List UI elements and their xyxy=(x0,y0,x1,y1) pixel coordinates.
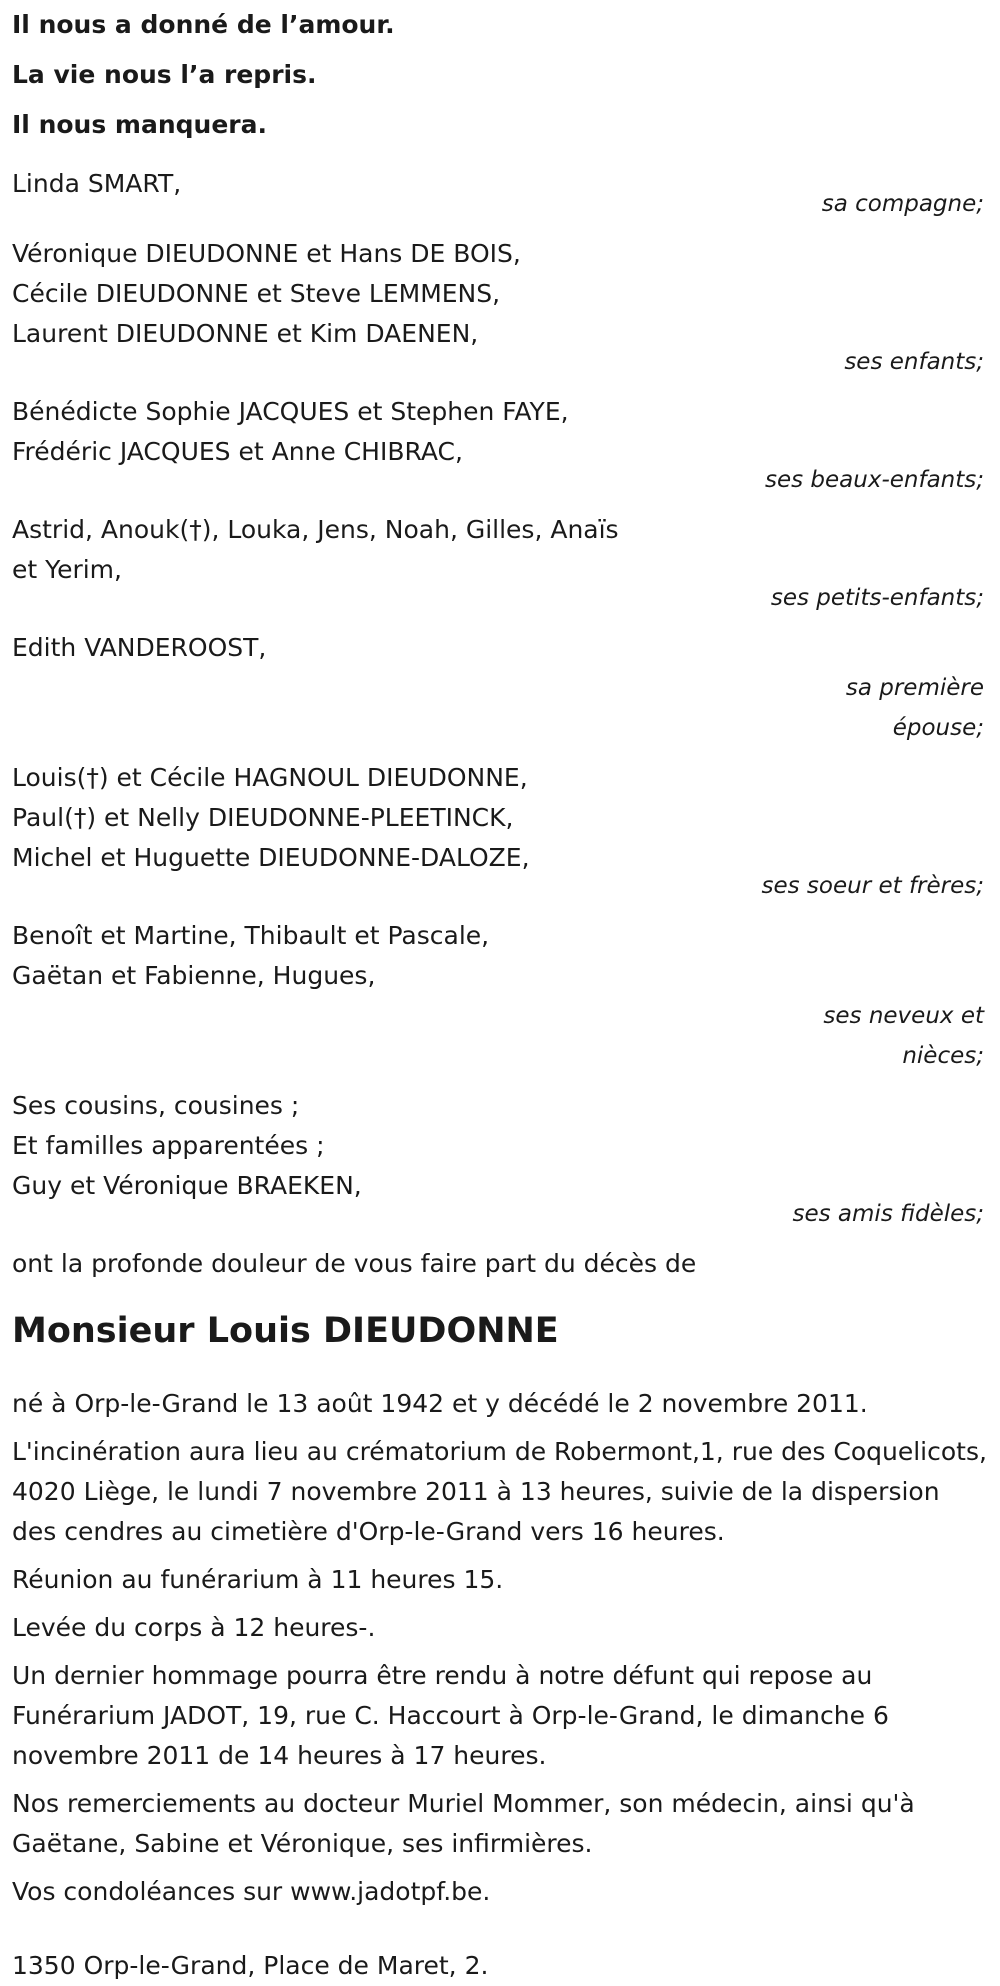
family-name-line: Gaëtan et Fabienne, Hugues, xyxy=(12,961,376,990)
family-role xyxy=(804,668,988,748)
announcement-intro: ont la profonde douleur de vous faire part du décès de xyxy=(12,1249,697,1278)
family-role-line: ses neveux et xyxy=(823,1003,984,1029)
family-group-siblings xyxy=(12,758,988,906)
detail-paragraph: Réunion au funérarium à 11 heures 15. xyxy=(12,1565,504,1594)
family-role: ses enfants; xyxy=(844,349,984,375)
family-role: ses amis fidèles; xyxy=(792,1201,984,1227)
family-address: 1350 Orp-le-Grand, Place de Maret, 2. xyxy=(12,1951,489,1980)
family-name-line: Laurent DIEUDONNE et Kim DAENEN, xyxy=(12,319,479,348)
family-role: sa compagne; xyxy=(821,191,984,217)
funeral-details xyxy=(12,1384,988,1912)
family-name-line: Louis(†) et Cécile HAGNOUL DIEUDONNE, xyxy=(12,763,528,792)
family-name-line: Benoît et Martine, Thibault et Pascale, xyxy=(12,921,490,950)
family-group-friends xyxy=(12,1086,988,1234)
family-name-line: Bénédicte Sophie JACQUES et Stephen FAYE, xyxy=(12,397,569,426)
family-role xyxy=(784,996,988,1076)
family-name-line: Frédéric JACQUES et Anne CHIBRAC, xyxy=(12,437,463,466)
family-name-line: Véronique DIEUDONNE et Hans DE BOIS, xyxy=(12,239,521,268)
family-name-line: Guy et Véronique BRAEKEN, xyxy=(12,1171,362,1200)
family-group-stepchildren xyxy=(12,392,988,500)
family-name-line: et Yerim, xyxy=(12,555,122,584)
detail-paragraph: L'incinération aura lieu au crématorium de Robermont,1, rue des Coquelicots, 4020 Liège, le lundi 7 novembre 2011 à 13 heures, suivie de la dispersion des cendres au cimetière d'Orp-le-Grand vers 16 heures. xyxy=(12,1437,987,1546)
detail-paragraph: Un dernier hommage pourra être rendu à notre défunt qui repose au Funérarium JADOT, 19, rue C. Haccourt à Orp-le-Grand, le dimanche 6 novembre 2011 de 14 heures à 17 heures. xyxy=(12,1661,889,1770)
detail-paragraph: Nos remerciements au docteur Muriel Mommer, son médecin, ainsi qu'à Gaëtane, Sabine et Véronique, ses infirmières. xyxy=(12,1789,915,1858)
motto xyxy=(12,0,988,150)
motto-line: Il nous a donné de l’amour. xyxy=(12,10,395,39)
detail-paragraph: Vos condoléances sur www.jadotpf.be. xyxy=(12,1877,491,1906)
family-role-line: sa première xyxy=(845,675,984,701)
family-name-line: Ses cousins, cousines ; xyxy=(12,1091,300,1120)
family-role-line: nièces; xyxy=(902,1043,984,1069)
family-name-line: Michel et Huguette DIEUDONNE-DALOZE, xyxy=(12,843,530,872)
family-role: ses petits-enfants; xyxy=(770,585,984,611)
family-group-grandchildren xyxy=(12,510,988,618)
deceased-name: Monsieur Louis DIEUDONNE xyxy=(12,1311,559,1351)
family-list xyxy=(12,164,988,1234)
motto-line: Il nous manquera. xyxy=(12,110,267,139)
family-role: ses soeur et frères; xyxy=(761,873,984,899)
motto-line: La vie nous l’a repris. xyxy=(12,60,317,89)
family-role-line: épouse; xyxy=(892,715,984,741)
family-group-companion xyxy=(12,164,988,224)
family-group-nephews xyxy=(12,916,988,1076)
family-name-line: Edith VANDEROOST, xyxy=(12,633,267,662)
family-name-line: Et familles apparentées ; xyxy=(12,1131,325,1160)
family-group-first-wife xyxy=(12,628,988,748)
family-name-line: Linda SMART, xyxy=(12,169,182,198)
family-name-line: Paul(†) et Nelly DIEUDONNE-PLEETINCK, xyxy=(12,803,514,832)
detail-paragraph: Levée du corps à 12 heures-. xyxy=(12,1613,376,1642)
family-name-line: Cécile DIEUDONNE et Steve LEMMENS, xyxy=(12,279,501,308)
family-role: ses beaux-enfants; xyxy=(764,467,984,493)
detail-paragraph: né à Orp-le-Grand le 13 août 1942 et y décédé le 2 novembre 2011. xyxy=(12,1389,868,1418)
family-group-children xyxy=(12,234,988,382)
family-name-line: Astrid, Anouk(†), Louka, Jens, Noah, Gilles, Anaïs xyxy=(12,515,619,544)
